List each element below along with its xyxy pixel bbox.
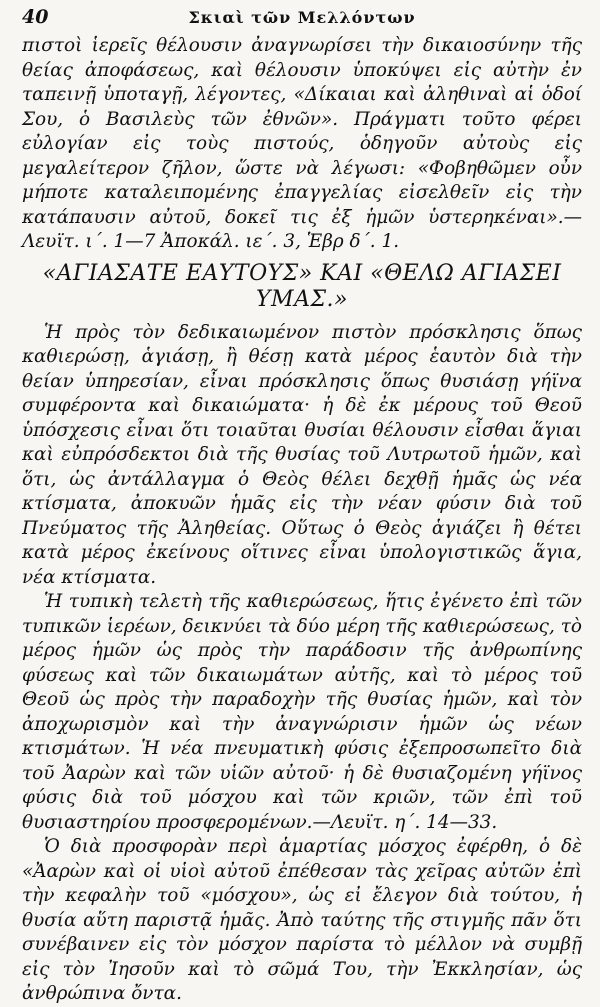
- paragraph-continued: πιστοὶ ἱερεῖς θέλουσιν ἀναγνωρίσει τὴν δικαιοσύνην τῆς θείας ἀποφάσεως, καὶ θέλουσιν ὑποκύψει εἰς αὐτὴν ἐν ταπεινῇ ὑποταγῇ, λέγοντες, «Δίκαιαι καὶ ἀληθιναὶ αἱ ὁδοί Σου, ὁ Βασιλεὺς τῶν ἐθνῶν». Πράγματι τοῦτο φέρει εὐλογίαν εἰς τοὺς πιστούς, ὁδηγοῦν αὐτοὺς εἰς μεγαλείτερον ζῆλον, ὥστε νὰ λέγωσι: «Φοβηθῶμεν οὖν μήποτε καταλειπομένης ἐπαγγελίας εἰσελθεῖν εἰς τὴν κατάπαυσιν αὐτοῦ, δοκεῖ τις ἐξ ἡμῶν ὑστερηκέναι».—Λευϊτ. ι΄. 1—7 Ἀποκάλ. ιε΄. 3, Ἑβρ δ΄. 1.: [22, 35, 582, 252]
- section-heading: «ΑΓΙΑΣΑΤΕ ΕΑΥΤΟΥΣ» ΚΑΙ «ΘΕΛΩ ΑΓΙΑΣΕΙ ΥΜΑΣ.»: [42, 260, 562, 312]
- running-title: Σκιαὶ τῶν Μελλόντων: [188, 8, 416, 27]
- page-number: 40: [22, 6, 49, 28]
- page-header: [22, 4, 582, 34]
- paragraph-consecration-call: Ἡ πρὸς τὸν δεδικαιωμένον πιστὸν πρόσκλησις ὅπως καθιερώσῃ, ἁγιάσῃ, ἢ θέσῃ κατὰ μέρος ἑαυτὸν διὰ τὴν θείαν ὑπηρεσίαν, εἶναι πρόσκλησις ὅπως θυσιάσῃ γήϊνα συμφέροντα καὶ δικαιώματα· ἡ δὲ ἐκ μέρους τοῦ Θεοῦ ὑπόσχεσις εἶναι ὅτι τοιαῦται θυσίαι θέλουσιν εἶσθαι ἅγιαι καὶ εὐπρόσδεκτοι διὰ τῆς θυσίας τοῦ Λυτρωτοῦ ἡμῶν, καὶ ὅτι, ὡς ἀντάλλαγμα ὁ Θεὸς θέλει δεχθῇ ἡμᾶς ὡς νέα κτίσματα, ἀποκυῶν ἡμᾶς εἰς τὴν νέαν φύσιν διὰ τοῦ Πνεύματος τῆς Ἀληθείας. Οὕτως ὁ Θεὸς ἁγιάζει ἢ θέτει κατὰ μέρος ἐκείνους οἵτινες εἶναι ὑπολογιστικῶς ἅγια, νέα κτίσματα.: [22, 321, 582, 588]
- paragraph-sin-offering: Ὁ διὰ προσφορὰν περὶ ἁμαρτίας μόσχος ἐφέρθη, ὁ δὲ «Ἀαρὼν καὶ οἱ υἱοὶ αὐτοῦ ἐπέθεσαν τὰς χεῖρας αὐτῶν ἐπὶ τὴν κεφαλὴν τοῦ «μόσχου», ὡς εἰ ἔλεγον διὰ τούτου, ἡ θυσία αὕτη παριστᾷ ἡμᾶς. Ἀπὸ ταύτης τῆς στιγμῆς πᾶν ὅτι συνέβαινεν εἰς τὸν μόσχον παρίστα τὸ μέλλον νὰ συμβῇ εἰς τὸν Ἰησοῦν καὶ τὸ σῶμά Του, τὴν Ἐκκλησίαν, ὡς ἀνθρώπινα ὄντα.: [22, 836, 582, 1004]
- paragraph-typical-ceremony: Ἡ τυπικὴ τελετὴ τῆς καθιερώσεως, ἥτις ἐγένετο ἐπὶ τῶν τυπικῶν ἱερέων, δεικνύει τὰ δύο μέρη τῆς καθιερώσεως, τὸ μέρος ἡμῶν ὡς πρὸς τὴν παράδοσιν τῆς ἀνθρωπίνης φύσεως καὶ τῶν δικαιωμάτων αὐτῆς, καὶ τὸ μέρος τοῦ Θεοῦ ὡς πρὸς τὴν παραδοχὴν τῆς θυσίας ἡμῶν, καὶ τὸν ἀποχωρισμὸν καὶ τὴν ἀναγνώρισιν ἡμῶν ὡς νέων κτισμάτων. Ἡ νέα πνευματικὴ φύσις ἐξεπροσωπεῖτο διὰ τοῦ Ἀαρὼν καὶ τῶν υἱῶν αὐτοῦ· ἡ δὲ θυσιαζομένη γήϊνος φύσις διὰ τοῦ μόσχου καὶ τῶν κριῶν, τῶν ἐπὶ τοῦ θυσιαστηρίου προσφερομένων.—Λευϊτ. η΄. 14—33.: [22, 591, 582, 833]
